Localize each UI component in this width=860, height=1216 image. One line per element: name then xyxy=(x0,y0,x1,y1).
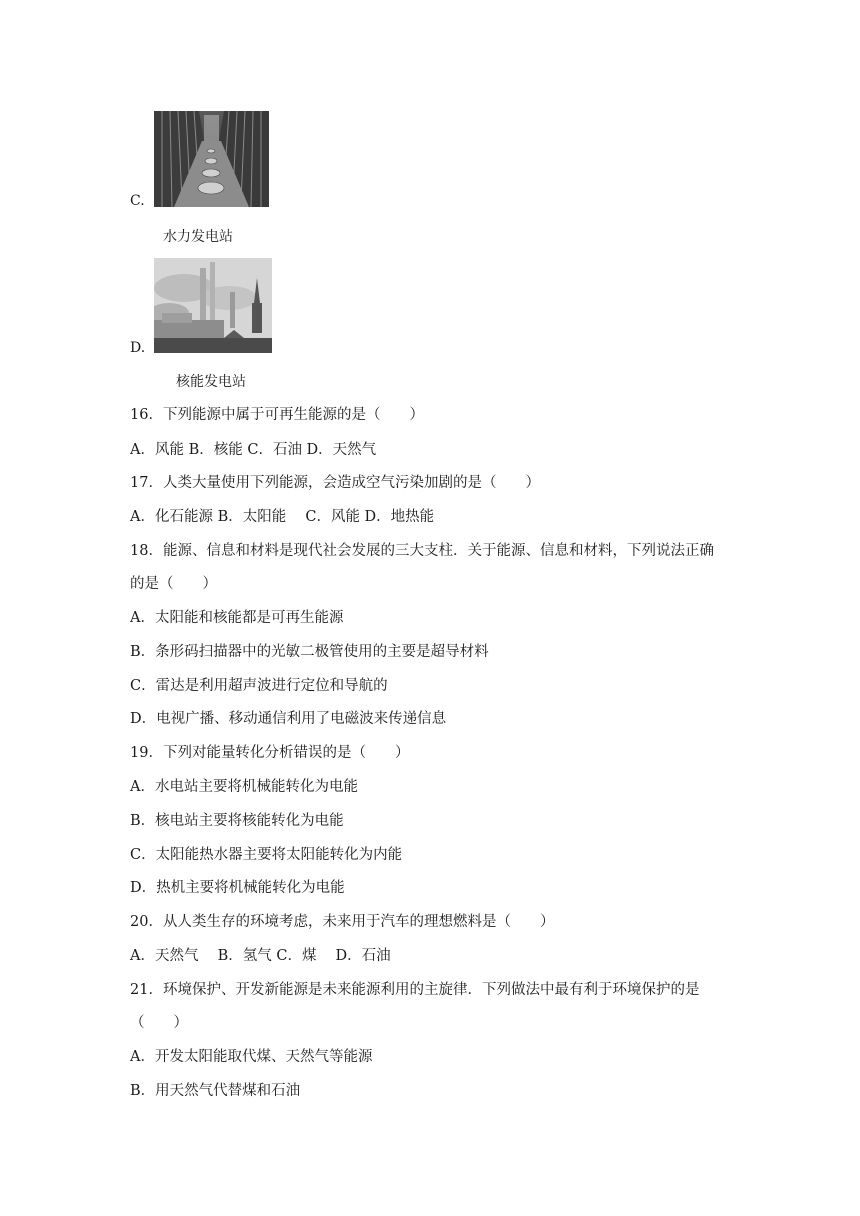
question-19-stem: 19．下列对能量转化分析错误的是（ ） xyxy=(130,745,410,761)
question-17-stem: 17．人类大量使用下列能源，会造成空气污染加剧的是（ ） xyxy=(130,475,540,491)
question-20-stem: 20．从人类生存的环境考虑，未来用于汽车的理想燃料是（ ） xyxy=(130,914,555,930)
question-18-stem-line2: 的是（ ） xyxy=(130,576,217,592)
question-21-stem-line2: （ ） xyxy=(130,1015,188,1031)
question-16-stem: 16．下列能源中属于可再生能源的是（ ） xyxy=(130,407,424,423)
question-19-option-c: C．太阳能热水器主要将太阳能转化为内能 xyxy=(130,847,403,863)
question-19-option-a: A．水电站主要将机械能转化为电能 xyxy=(130,779,358,795)
option-d-caption: 核能发电站 xyxy=(176,374,246,390)
option-d-letter: D. xyxy=(130,340,146,356)
option-c-caption: 水力发电站 xyxy=(163,229,233,245)
question-18-option-a: A．太阳能和核能都是可再生能源 xyxy=(130,610,344,626)
option-c-letter: C. xyxy=(130,193,145,209)
question-16-options: A．风能 B．核能 C．石油 D．天然气 xyxy=(130,442,377,458)
question-19-option-d: D．热机主要将机械能转化为电能 xyxy=(130,880,345,896)
question-18-stem-line1: 18．能源、信息和材料是现代社会发展的三大支柱．关于能源、信息和材料，下列说法正确 xyxy=(130,543,714,559)
question-18-option-d: D．电视广播、移动通信利用了电磁波来传递信息 xyxy=(130,711,447,727)
question-19-option-b: B．核电站主要将核能转化为电能 xyxy=(130,813,344,829)
question-21-option-a: A．开发太阳能取代煤、天然气等能源 xyxy=(130,1049,373,1065)
question-21-option-b: B．用天然气代替煤和石油 xyxy=(130,1083,301,1099)
nuclear-station-image xyxy=(154,258,272,353)
question-20-options: A．天然气 B．氢气 C．煤 D．石油 xyxy=(130,948,391,964)
hydro-station-image xyxy=(154,111,269,207)
question-17-options: A．化石能源 B．太阳能 C．风能 D．地热能 xyxy=(130,509,435,525)
question-18-option-c: C．雷达是利用超声波进行定位和导航的 xyxy=(130,678,388,694)
question-21-stem-line1: 21．环境保护、开发新能源是未来能源利用的主旋律．下列做法中最有利于环境保护的是 xyxy=(130,982,700,998)
question-18-option-b: B．条形码扫描器中的光敏二极管使用的主要是超导材料 xyxy=(130,644,489,660)
